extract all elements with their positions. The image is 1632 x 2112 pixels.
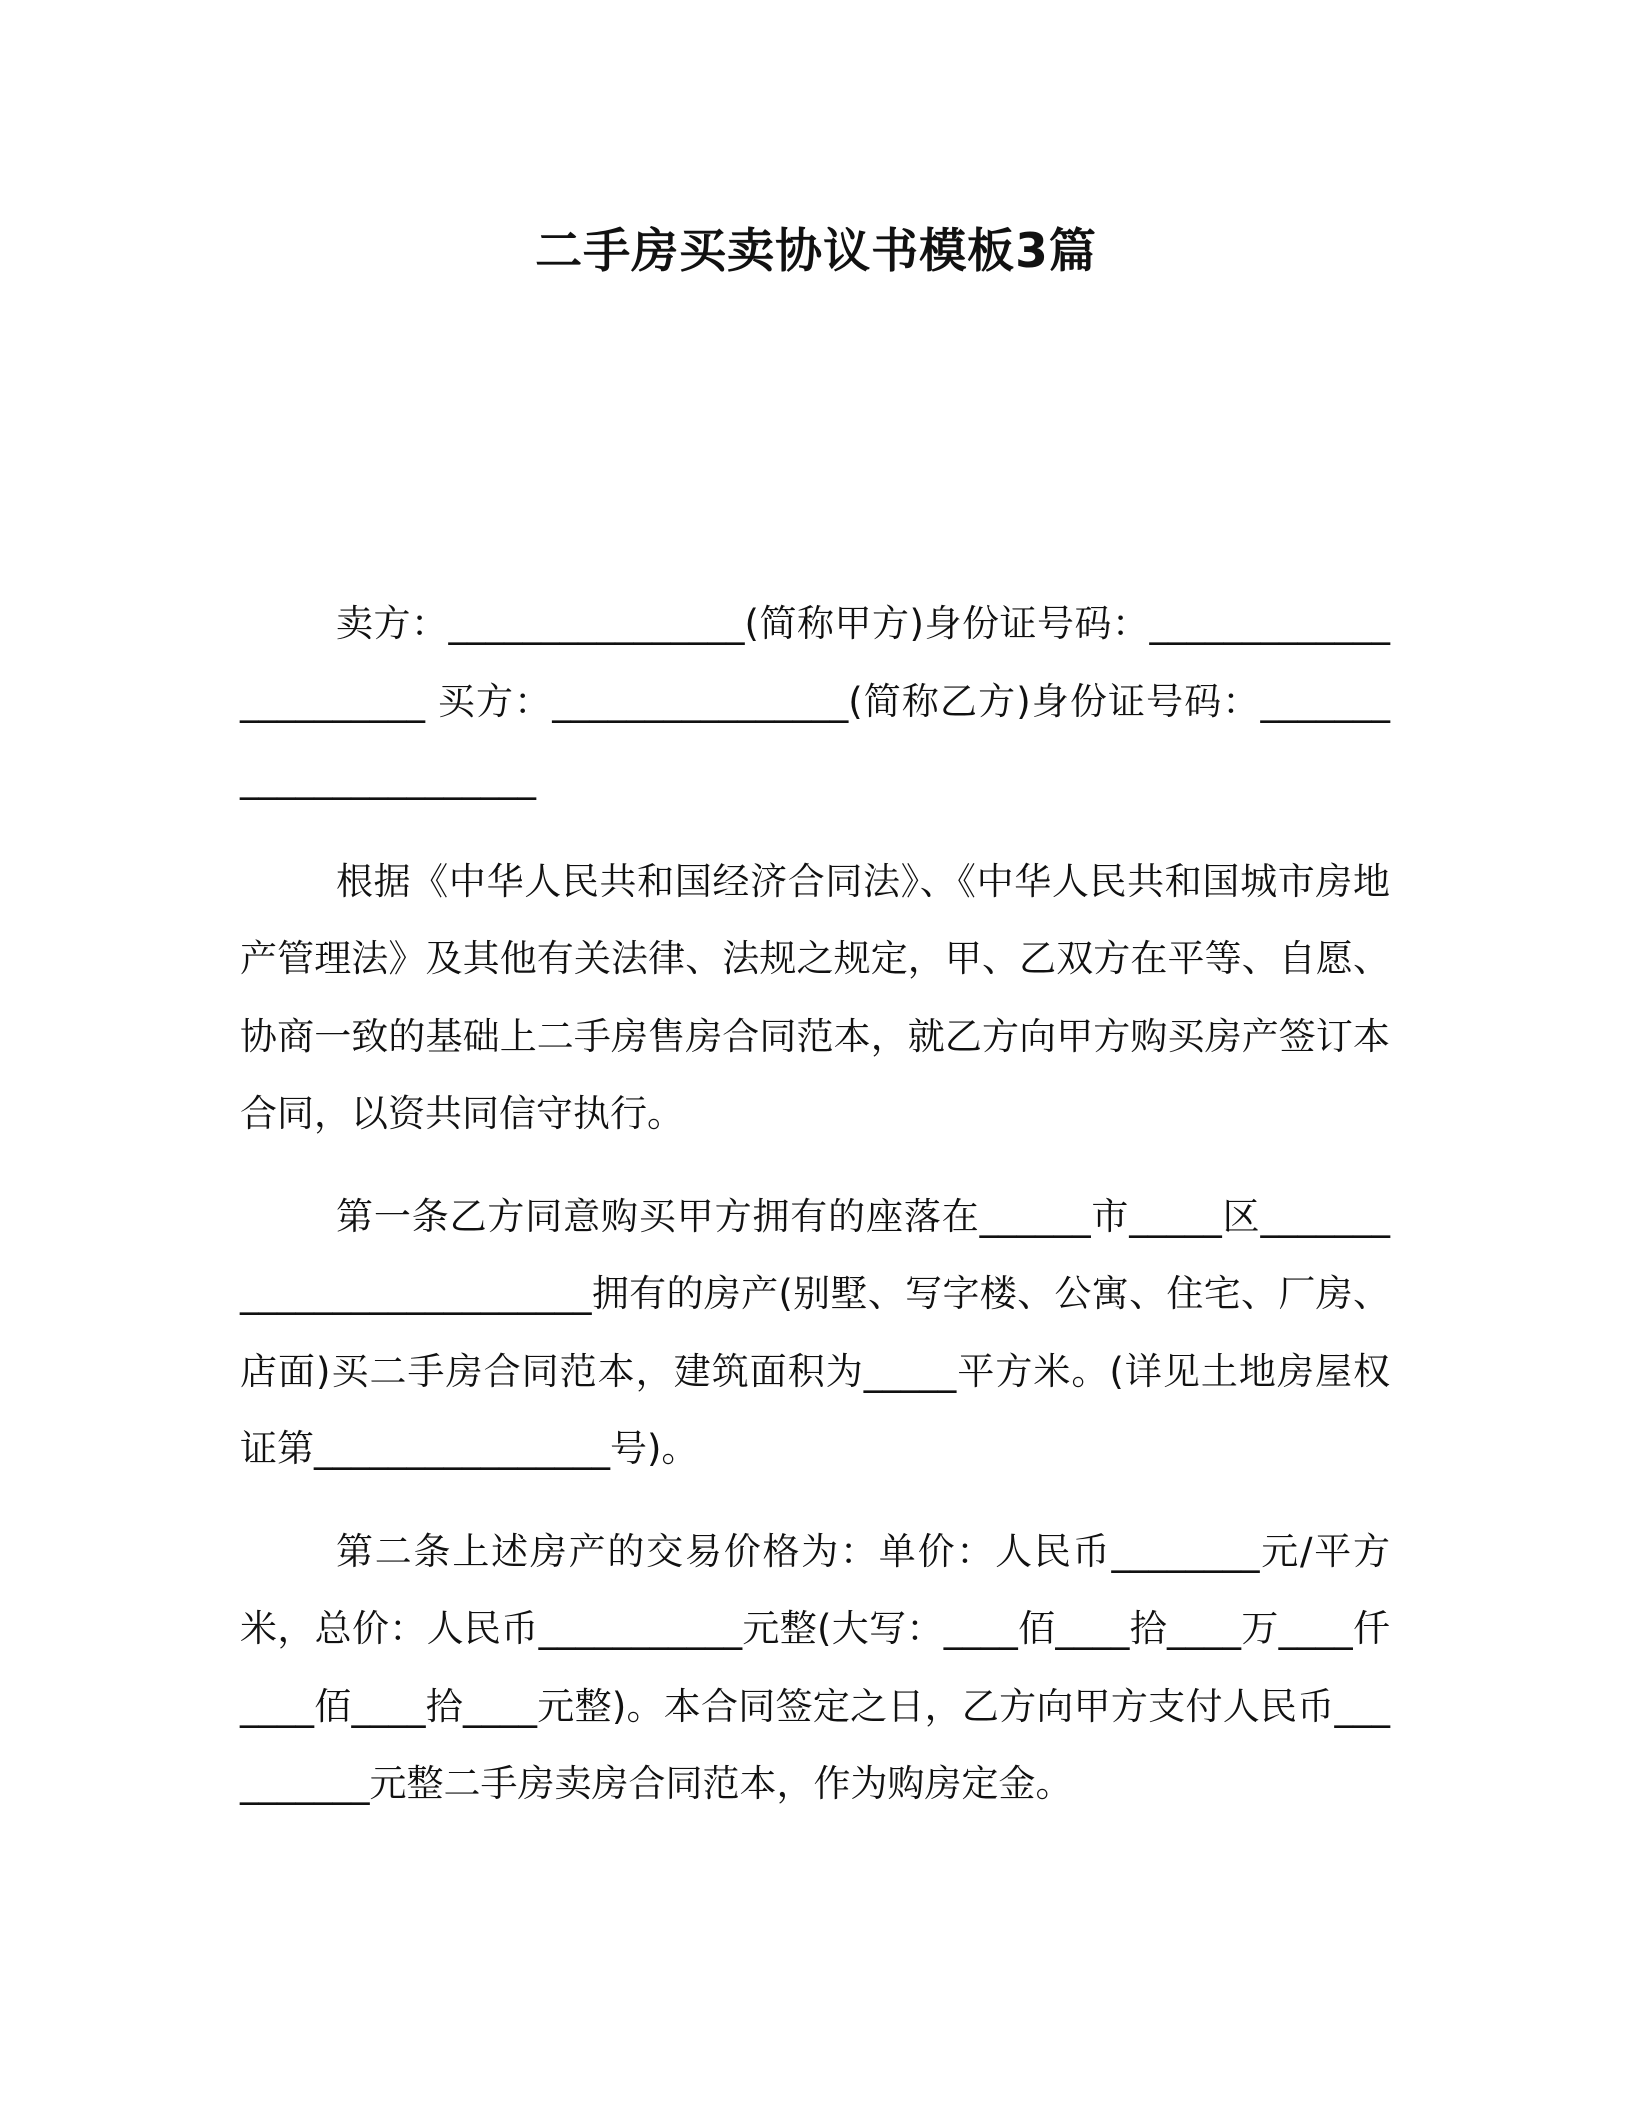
document-title: 二手房买卖协议书模板3篇 (535, 224, 1097, 279)
article-one-paragraph: 第一条乙方同意购买甲方拥有的座落在______市_____区__________________________拥有的房产(别墅、写字楼、公寓、住宅、厂房、店面)买二手房合同范本，建筑面积为_____平方米。(详见土地房屋权证第________________号)。 (240, 1194, 1390, 1470)
legal-basis-paragraph: 根据《中华人民共和国经济合同法》、《中华人民共和国城市房地产管理法》及其他有关法律、法规之规定，甲、乙双方在平等、自愿、协商一致的基础上二手房售房合同范本，就乙方向甲方购买房产签订本合同，以资共同信守执行。 (240, 859, 1390, 1135)
document-body (240, 585, 1390, 1848)
article-two-paragraph: 第二条上述房产的交易价格为：单价：人民币________元/平方米，总价：人民币___________元整(大写：____佰____拾____万____仟____佰____拾____元整)。本合同签定之日，乙方向甲方支付人民币__________元整二手房卖房合同范本，作为购房定金。 (240, 1529, 1390, 1805)
parties-paragraph: 卖方：________________(简称甲方)身份证号码：_______________________ 买方：________________(简称乙方)身份证号码：_______________________ (240, 602, 1390, 800)
